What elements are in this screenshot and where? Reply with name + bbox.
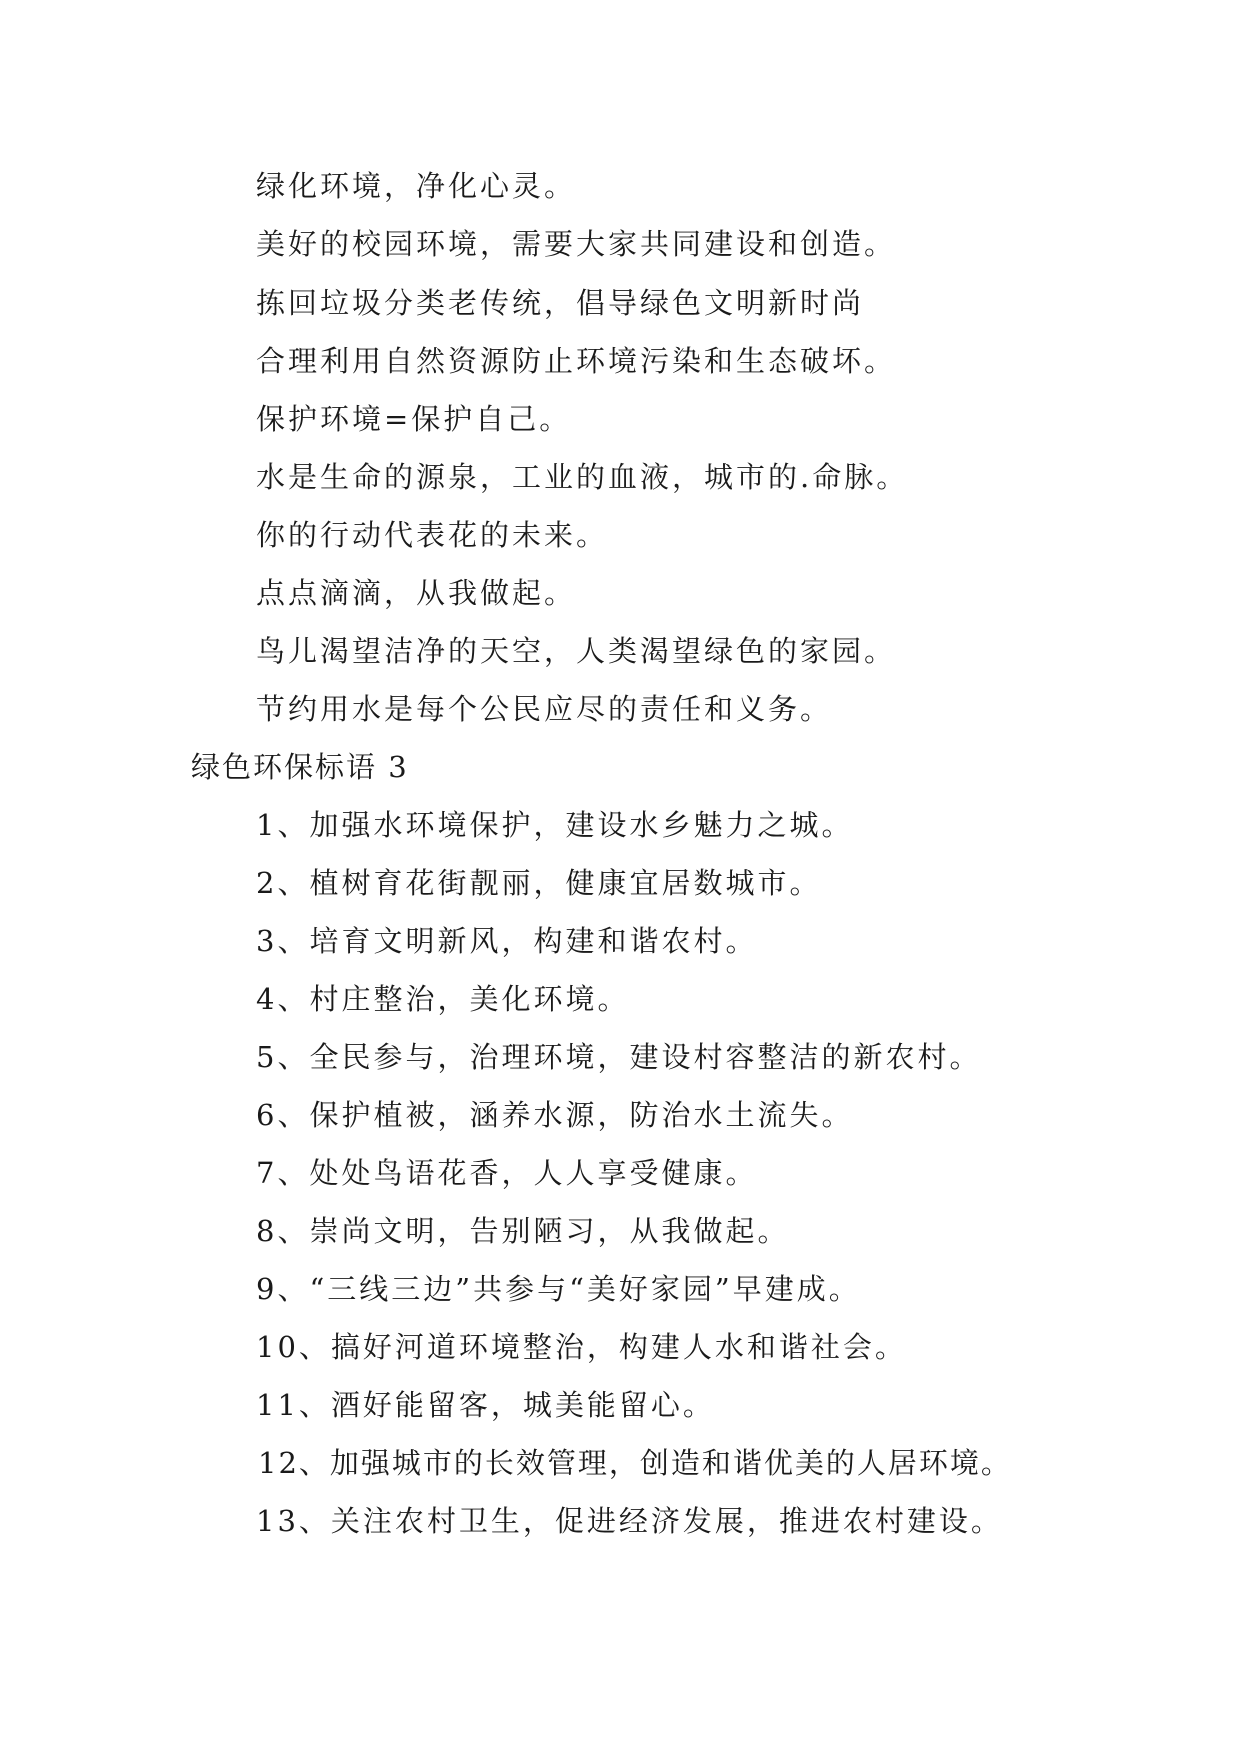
numbered-slogan: 7、处处鸟语花香，人人享受健康。 — [256, 1156, 758, 1190]
slogan-line: 鸟儿渴望洁净的天空，人类渴望绿色的家园。 — [256, 634, 897, 668]
numbered-slogan: 8、崇尚文明，告别陋习，从我做起。 — [256, 1214, 790, 1248]
slogan-line: 你的行动代表花的未来。 — [256, 518, 609, 552]
numbered-slogan: 13、关注农村卫生，促进经济发展，推进农村建设。 — [256, 1504, 1003, 1538]
slogan-line: 拣回垃圾分类老传统，倡导绿色文明新时尚 — [256, 286, 865, 320]
slogan-line: 点点滴滴，从我做起。 — [256, 576, 577, 610]
numbered-slogan: 6、保护植被，涵养水源，防治水土流失。 — [256, 1098, 854, 1132]
slogan-line: 美好的校园环境，需要大家共同建设和创造。 — [256, 227, 897, 261]
slogan-line: 水是生命的源泉，工业的血液，城市的.命脉。 — [256, 460, 909, 494]
numbered-slogan: 4、村庄整治，美化环境。 — [256, 982, 630, 1016]
numbered-slogan: 12、加强城市的长效管理，创造和谐优美的人居环境。 — [258, 1446, 1012, 1480]
numbered-slogan: 5、全民参与，治理环境，建设村容整洁的新农村。 — [256, 1040, 982, 1074]
numbered-slogan: 10、搞好河道环境整治，构建人水和谐社会。 — [256, 1330, 907, 1364]
slogan-line: 节约用水是每个公民应尽的责任和义务。 — [256, 692, 833, 726]
slogan-line: 保护环境=保护自己。 — [256, 402, 572, 436]
slogan-line: 绿化环境，净化心灵。 — [256, 169, 577, 203]
numbered-slogan: 11、酒好能留客，城美能留心。 — [256, 1388, 715, 1422]
slogan-line: 合理利用自然资源防止环境污染和生态破坏。 — [256, 344, 897, 378]
numbered-slogan: 3、培育文明新风，构建和谐农村。 — [256, 924, 758, 958]
numbered-slogan: 1、加强水环境保护，建设水乡魅力之城。 — [256, 808, 854, 842]
numbered-slogan: 2、植树育花街靓丽，健康宜居数城市。 — [256, 866, 822, 900]
numbered-slogan: 9、“三线三边”共参与“美好家园”早建成。 — [256, 1272, 861, 1306]
section-heading: 绿色环保标语 3 — [191, 750, 409, 784]
